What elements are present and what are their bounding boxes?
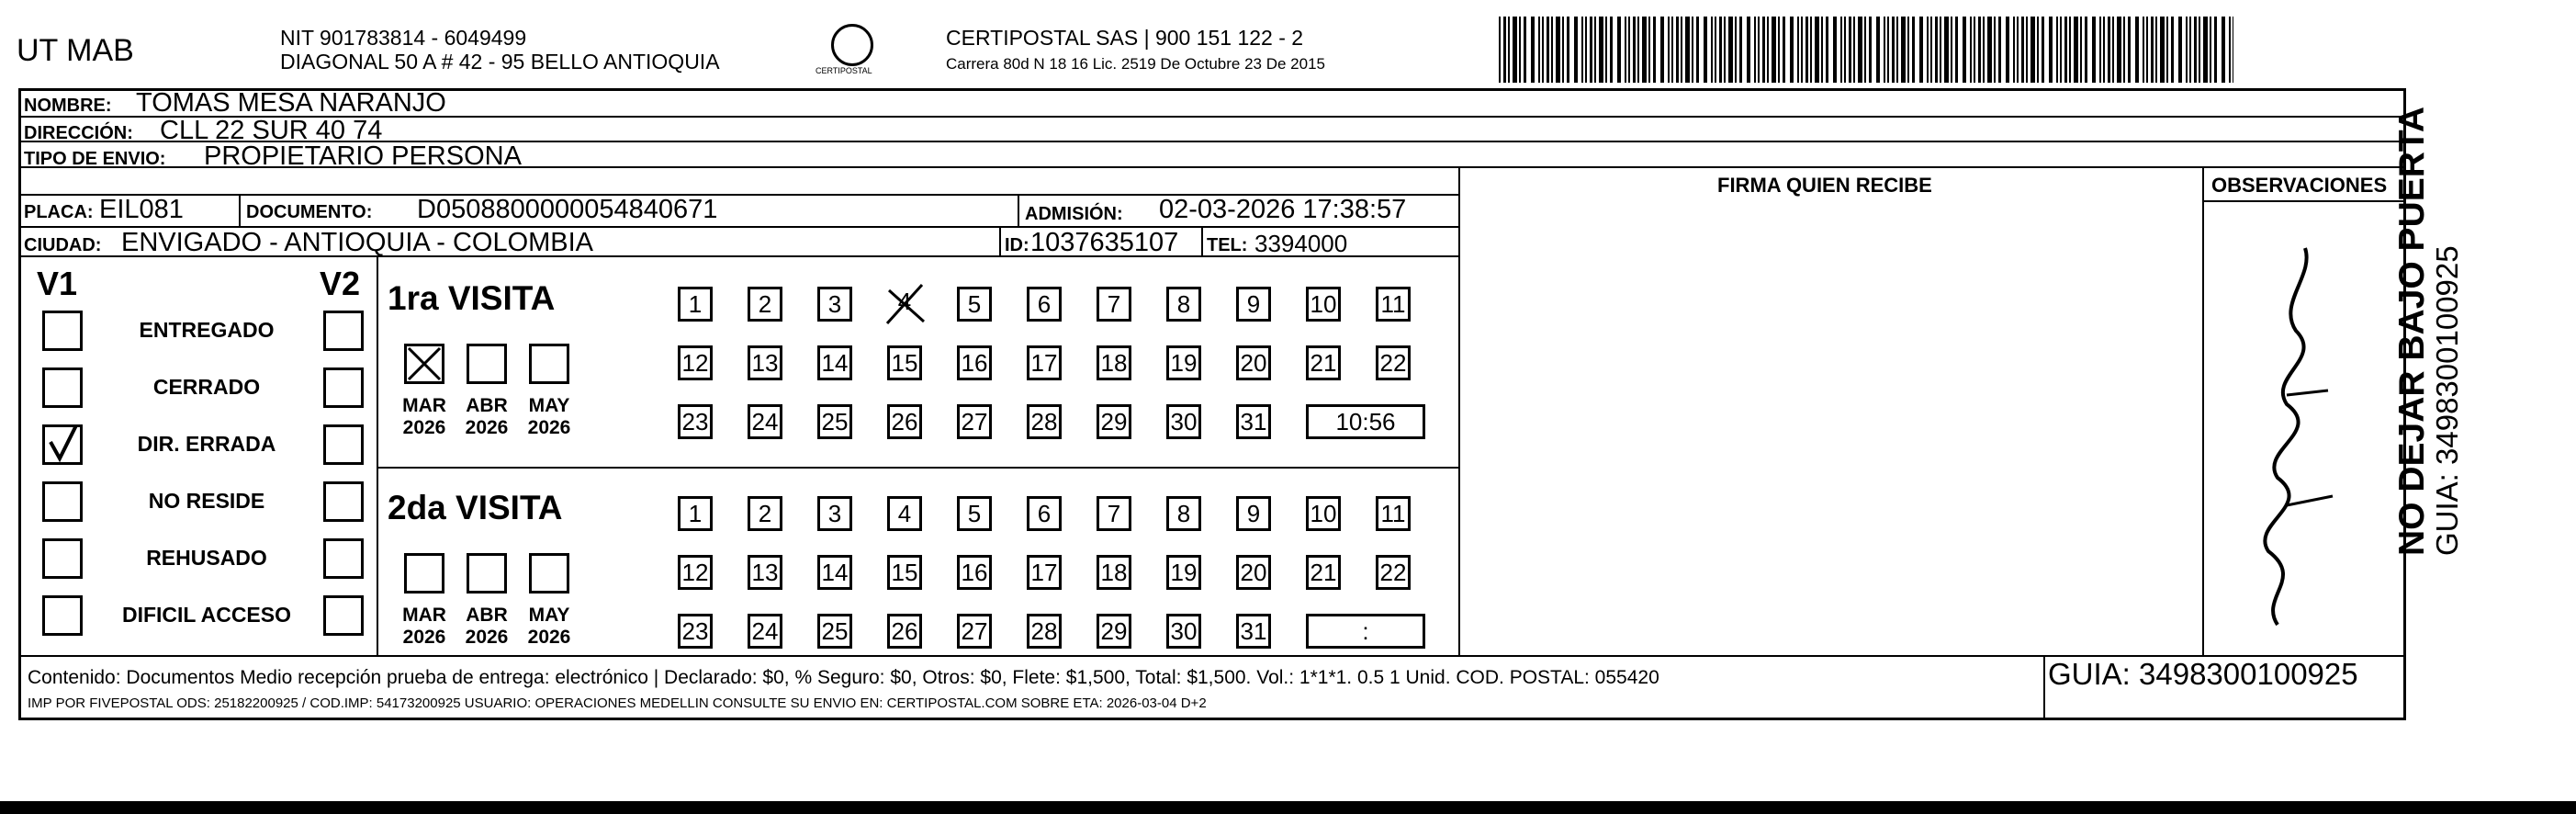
visit-title: 2da VISITA <box>388 489 563 526</box>
barcode-bar <box>2160 17 2165 83</box>
barcode-bar <box>1858 17 1862 83</box>
day-box[interactable]: 1 <box>678 496 713 531</box>
barcode-bar <box>2037 17 2039 83</box>
barcode-bar <box>1772 17 1776 83</box>
barcode-bar <box>2108 17 2110 83</box>
status-label: REHUSADO <box>146 546 267 570</box>
day-box[interactable]: 20 <box>1236 555 1271 590</box>
day-box[interactable]: 29 <box>1097 614 1131 649</box>
barcode-bar <box>1849 17 1851 83</box>
month-year <box>522 395 577 439</box>
day-box[interactable]: 3 <box>817 287 852 322</box>
barcode-bar <box>1907 17 1909 83</box>
barcode-bar <box>1935 17 1938 83</box>
day-box[interactable]: 4 <box>887 496 922 531</box>
barcode-bar <box>1801 17 1803 83</box>
barcode-bar <box>2085 17 2087 83</box>
day-box[interactable]: 16 <box>957 345 992 380</box>
barcode-bar <box>1767 17 1769 83</box>
tel-label: TEL: <box>1207 235 1248 255</box>
day-box[interactable]: 3 <box>817 496 852 531</box>
barcode-bar <box>1998 17 2001 83</box>
year-label: 2026 <box>465 417 509 438</box>
barcode-bar <box>1892 17 1895 83</box>
day-box[interactable]: 13 <box>748 345 782 380</box>
v2-header: V2 <box>320 265 361 302</box>
day-box[interactable]: 7 <box>1097 496 1131 531</box>
barcode-bar <box>1642 17 1647 83</box>
month-year <box>522 605 577 649</box>
barcode-bar <box>2146 17 2148 83</box>
address-value: CLL 22 SUR 40 74 <box>160 116 383 145</box>
barcode-bar <box>1790 17 1794 83</box>
barcode-bar <box>1994 17 1996 83</box>
day-box[interactable]: 22 <box>1376 345 1411 380</box>
month-checkbox[interactable] <box>467 344 507 384</box>
barcode-bar <box>1747 17 1750 83</box>
barcode-bar <box>1853 17 1855 83</box>
barcode-bar <box>1594 17 1596 83</box>
sender-info <box>280 26 720 73</box>
barcode-bar <box>1508 17 1510 83</box>
barcode-bar <box>1547 17 1549 83</box>
barcode-bar <box>1499 17 1501 83</box>
visit-divider <box>377 467 1458 469</box>
day-box[interactable]: 19 <box>1166 555 1201 590</box>
id-label: ID: <box>1005 235 1029 255</box>
month-year <box>459 395 514 439</box>
year-label: 2026 <box>527 627 571 648</box>
barcode-bar <box>1987 17 1992 83</box>
observations-header: OBSERVACIONES <box>2211 174 2388 197</box>
barcode-bar <box>1815 17 1819 83</box>
barcode-bar <box>1735 17 1737 83</box>
day-box[interactable]: 6 <box>1027 287 1062 322</box>
barcode-bar <box>1676 17 1679 83</box>
day-box[interactable]: 26 <box>887 404 922 439</box>
col-divider <box>239 194 241 226</box>
day-box[interactable]: 31 <box>1236 404 1271 439</box>
barcode-bar <box>2123 17 2125 83</box>
day-box[interactable]: 27 <box>957 614 992 649</box>
barcode-bar <box>1927 17 1929 83</box>
barcode-bar <box>1625 17 1626 83</box>
barcode-bar <box>1668 17 1670 83</box>
barcode-bar <box>1840 17 1842 83</box>
barcode-bar <box>2199 17 2200 83</box>
barcode-bar <box>1503 17 1506 83</box>
v1-header: V1 <box>37 265 78 302</box>
barcode-bar <box>1542 17 1544 83</box>
carrier-line: CERTIPOSTAL SAS | 900 151 122 - 2 <box>946 26 1304 50</box>
barcode-bar <box>1762 17 1765 83</box>
v2-checkbox[interactable] <box>323 595 364 636</box>
barcode-bar <box>1901 17 1906 83</box>
day-box[interactable]: 24 <box>748 404 782 439</box>
barcode-bar <box>2155 17 2157 83</box>
guia-number: GUIA: 3498300100925 <box>2048 657 2358 691</box>
day-box[interactable]: 15 <box>887 345 922 380</box>
barcode-bar <box>1590 17 1592 83</box>
barcode-bar <box>1692 17 1693 83</box>
barcode-bar <box>1826 17 1828 83</box>
barcode-bar <box>2099 17 2101 83</box>
day-box[interactable]: 21 <box>1306 345 1341 380</box>
v2-checkbox[interactable] <box>323 367 364 408</box>
barcode-bar <box>2229 17 2231 83</box>
barcode-bar <box>2222 17 2225 83</box>
barcode-bar <box>1617 17 1621 83</box>
barcode-bar <box>1930 17 1932 83</box>
year-label: 2026 <box>527 417 571 438</box>
content-declaration: Contenido: Documentos Medio recepción prueba de entrega: electrónico | Declarado: $0, % Seguro: $0, Otros: $0, Flete: $1,500, Total: $1,500. Vol.: 1*1*1. 0.5 1 Unid. COD. POSTAL: 055420 <box>28 667 1659 688</box>
month-checkbox[interactable] <box>467 553 507 594</box>
barcode-bar <box>2128 17 2131 83</box>
month-year <box>459 605 514 649</box>
month-label: MAR <box>402 605 446 626</box>
month-checkbox[interactable] <box>529 344 569 384</box>
admission-value: 02-03-2026 17:38:57 <box>1159 195 1407 224</box>
barcode-bar <box>1754 17 1756 83</box>
day-box[interactable]: 18 <box>1097 555 1131 590</box>
v2-checkbox[interactable] <box>323 538 364 579</box>
day-box[interactable]: 21 <box>1306 555 1341 590</box>
month-label: ABR <box>466 605 508 626</box>
day-box[interactable]: 29 <box>1097 404 1131 439</box>
barcode-bar <box>2194 17 2197 83</box>
month-label: MAR <box>402 395 446 416</box>
day-box[interactable]: 30 <box>1166 404 1201 439</box>
barcode-bar <box>1605 17 1607 83</box>
day-box[interactable]: 7 <box>1097 287 1131 322</box>
v1-checkbox[interactable] <box>42 538 83 579</box>
day-box[interactable]: 14 <box>817 555 852 590</box>
day-box[interactable]: 20 <box>1236 345 1271 380</box>
carrier-info <box>946 26 1325 76</box>
barcode-bar <box>1719 17 1722 83</box>
barcode-bar <box>2021 17 2024 83</box>
tel-value: 3394000 <box>1254 230 1348 257</box>
barcode-bar <box>2117 17 2121 83</box>
month-label: MAY <box>528 395 570 416</box>
barcode-bar <box>1724 17 1726 83</box>
barcode-bar <box>1739 17 1742 83</box>
barcode-bar <box>1610 17 1613 83</box>
barcode-bar <box>1653 17 1656 83</box>
day-box[interactable]: 9 <box>1236 496 1271 531</box>
day-box[interactable]: 14 <box>817 345 852 380</box>
x-mark-icon <box>407 346 442 381</box>
v1-checkbox[interactable] <box>42 424 83 465</box>
barcode-bar <box>1633 17 1636 83</box>
day-box[interactable]: 11 <box>1376 287 1411 322</box>
handwritten-signature <box>2222 230 2379 634</box>
barcode-bar <box>1940 17 1941 83</box>
day-box[interactable]: 27 <box>957 404 992 439</box>
barcode-bar <box>2049 17 2053 83</box>
barcode-bar <box>1728 17 1733 83</box>
barcode-bar <box>1637 17 1639 83</box>
barcode-bar <box>2080 17 2082 83</box>
status-column-divider <box>377 255 378 655</box>
day-box[interactable]: 12 <box>678 345 713 380</box>
day-box[interactable]: 10 <box>1306 287 1341 322</box>
day-number: 4 <box>897 288 912 315</box>
barcode-bar <box>1821 17 1823 83</box>
barcode-bar <box>1556 17 1560 83</box>
v1-checkbox[interactable] <box>42 595 83 636</box>
admission-label: ADMISIÓN: <box>1025 204 1123 224</box>
day-box[interactable]: 28 <box>1027 614 1062 649</box>
barcode-bar <box>1758 17 1760 83</box>
barcode-bar <box>1574 17 1578 83</box>
barcode-bar <box>2166 17 2168 83</box>
barcode-bar <box>2060 17 2062 83</box>
check-mark-icon <box>45 427 80 462</box>
barcode-bar <box>2064 17 2067 83</box>
barcode-bar <box>1685 17 1690 83</box>
no-dejar-bajo-puerta: NO DEJAR BAJO PUERTA <box>2392 106 2432 556</box>
barcode-bar <box>2171 17 2174 83</box>
day-box[interactable]: 5 <box>957 496 992 531</box>
barcode-bar <box>2042 17 2044 83</box>
address-label: DIRECCIÓN: <box>24 123 133 143</box>
barcode-bar <box>2135 17 2139 83</box>
day-box[interactable]: 23 <box>678 614 713 649</box>
barcode-bar <box>1919 17 1923 83</box>
side-guia-number: GUIA: 3498300100925 <box>2430 245 2464 556</box>
type-label: TIPO DE ENVIO: <box>24 149 166 169</box>
barcode-bar <box>1833 17 1837 83</box>
barcode-bar <box>1896 17 1898 83</box>
barcode-bar <box>1869 17 1872 83</box>
carrier-license: Carrera 80d N 18 16 Lic. 2519 De Octubre 23 De 2015 <box>946 55 1325 73</box>
day-box[interactable]: 28 <box>1027 404 1062 439</box>
barcode-bar <box>2186 17 2188 83</box>
plate-label: PLACA: <box>24 202 94 222</box>
barcode-bar <box>1524 17 1526 83</box>
day-box[interactable]: 17 <box>1027 345 1062 380</box>
bottom-bar <box>0 801 2576 814</box>
barcode-bar <box>1681 17 1682 83</box>
day-box[interactable]: 5 <box>957 287 992 322</box>
document-value: D0508800000054840671 <box>417 195 718 224</box>
barcode <box>1499 17 2233 83</box>
day-box[interactable]: 1 <box>678 287 713 322</box>
barcode-bar <box>1531 17 1535 83</box>
name-label: NOMBRE: <box>24 96 112 116</box>
day-box[interactable]: 2 <box>748 496 782 531</box>
day-box[interactable]: 25 <box>817 614 852 649</box>
barcode-bar <box>1810 17 1812 83</box>
day-box[interactable]: 31 <box>1236 614 1271 649</box>
barcode-bar <box>2056 17 2058 83</box>
time-box[interactable]: : <box>1306 614 1425 649</box>
barcode-bar <box>2006 17 2009 83</box>
barcode-bar <box>1983 17 1985 83</box>
day-box[interactable]: 11 <box>1376 496 1411 531</box>
sender-address: DIAGONAL 50 A # 42 - 95 BELLO ANTIOQUIA <box>280 50 720 73</box>
day-box[interactable]: 12 <box>678 555 713 590</box>
barcode-bar <box>1951 17 1952 83</box>
certipostal-logo <box>831 24 873 66</box>
barcode-bar <box>1628 17 1630 83</box>
day-box[interactable]: 9 <box>1236 287 1271 322</box>
city-value: ENVIGADO - ANTIOQUIA - COLOMBIA <box>121 228 594 257</box>
barcode-bar <box>1599 17 1603 83</box>
day-box[interactable]: 15 <box>887 555 922 590</box>
document-label: DOCUMENTO: <box>246 202 373 222</box>
barcode-bar <box>2026 17 2028 83</box>
barcode-bar <box>1970 17 1972 83</box>
barcode-bar <box>1844 17 1846 83</box>
signature-column-divider <box>1458 166 1460 655</box>
barcode-bar <box>1864 17 1866 83</box>
barcode-bar <box>2017 17 2019 83</box>
status-label: CERRADO <box>152 375 261 399</box>
day-box[interactable]: 26 <box>887 614 922 649</box>
barcode-bar <box>2092 17 2096 83</box>
barcode-bar <box>1696 17 1699 83</box>
v1-checkbox[interactable] <box>42 311 83 351</box>
barcode-bar <box>2112 17 2114 83</box>
day-box[interactable]: 22 <box>1376 555 1411 590</box>
barcode-bar <box>1912 17 1915 83</box>
barcode-bar <box>1955 17 1958 83</box>
col-divider <box>1201 226 1203 255</box>
barcode-bar <box>1585 17 1587 83</box>
month-checkbox[interactable] <box>404 553 444 594</box>
day-box[interactable]: 13 <box>748 555 782 590</box>
col-divider <box>999 226 1001 255</box>
day-box[interactable] <box>887 287 922 322</box>
observations-column-divider <box>2202 166 2204 655</box>
barcode-bar <box>1711 17 1713 83</box>
col-divider <box>1018 194 1019 226</box>
v2-checkbox[interactable] <box>323 424 364 465</box>
barcode-bar <box>1538 17 1540 83</box>
barcode-bar <box>1963 17 1966 83</box>
day-box[interactable]: 16 <box>957 555 992 590</box>
barcode-bar <box>1671 17 1673 83</box>
barcode-bar <box>1805 17 1808 83</box>
month-checkbox[interactable] <box>529 553 569 594</box>
barcode-bar <box>1876 17 1880 83</box>
day-box[interactable]: 6 <box>1027 496 1062 531</box>
barcode-bar <box>1884 17 1885 83</box>
day-box[interactable]: 18 <box>1097 345 1131 380</box>
plate-value: EIL081 <box>99 195 184 224</box>
v1-checkbox[interactable] <box>42 481 83 522</box>
barcode-bar <box>1567 17 1569 83</box>
month-year <box>397 395 452 439</box>
v1-checkbox[interactable] <box>42 367 83 408</box>
barcode-bar <box>2103 17 2105 83</box>
visit-title: 1ra VISITA <box>388 279 556 317</box>
month-checkbox[interactable] <box>404 344 444 384</box>
barcode-bar <box>1581 17 1583 83</box>
day-box[interactable]: 8 <box>1166 287 1201 322</box>
barcode-bar <box>1974 17 1975 83</box>
month-year <box>397 605 452 649</box>
barcode-bar <box>2030 17 2035 83</box>
year-label: 2026 <box>402 417 446 438</box>
city-label: CIUDAD: <box>24 235 102 255</box>
day-box[interactable]: 30 <box>1166 614 1201 649</box>
barcode-bar <box>2151 17 2154 83</box>
day-box[interactable]: 23 <box>678 404 713 439</box>
status-label: DIR. ERRADA <box>137 432 276 456</box>
signature-header: FIRMA QUIEN RECIBE <box>1717 174 1932 197</box>
status-label: DIFICIL ACCESO <box>121 603 291 627</box>
row-divider <box>2202 200 2406 202</box>
barcode-bar <box>1648 17 1650 83</box>
day-box[interactable]: 17 <box>1027 555 1062 590</box>
month-label: MAY <box>528 605 570 626</box>
day-box[interactable]: 10 <box>1306 496 1341 531</box>
status-label: ENTREGADO <box>139 318 275 342</box>
v2-checkbox[interactable] <box>323 311 364 351</box>
logo-caption: CERTIPOSTAL <box>816 66 872 75</box>
barcode-bar <box>2203 17 2208 83</box>
barcode-bar <box>1519 17 1521 83</box>
day-box[interactable]: 8 <box>1166 496 1201 531</box>
barcode-bar <box>2143 17 2144 83</box>
day-box[interactable]: 2 <box>748 287 782 322</box>
day-box[interactable]: 25 <box>817 404 852 439</box>
barcode-bar <box>1660 17 1664 83</box>
status-label: NO RESIDE <box>148 489 265 513</box>
barcode-bar <box>1562 17 1564 83</box>
day-box[interactable]: 24 <box>748 614 782 649</box>
barcode-bar <box>2214 17 2217 83</box>
footer-guia-divider <box>2043 655 2045 720</box>
name-value: TOMAS MESA NARANJO <box>136 88 446 118</box>
year-label: 2026 <box>402 627 446 648</box>
barcode-bar <box>1887 17 1889 83</box>
barcode-bar <box>2013 17 2015 83</box>
v2-checkbox[interactable] <box>323 481 364 522</box>
barcode-bar <box>1978 17 1981 83</box>
year-label: 2026 <box>465 627 509 648</box>
id-value: 1037635107 <box>1030 228 1179 257</box>
barcode-bar <box>2178 17 2182 83</box>
type-value: PROPIETARIO PERSONA <box>204 141 522 171</box>
barcode-bar <box>1797 17 1799 83</box>
barcode-bar <box>2210 17 2211 83</box>
month-label: ABR <box>466 395 508 416</box>
print-info: IMP POR FIVEPOSTAL ODS: 25182200925 / COD.IMP: 54173200925 USUARIO: OPERACIONES MEDELLIN CONSULTE SU ENVIO EN: CERTIPOSTAL.COM SOBRE ETA: 2026-03-04 D+2 <box>28 695 1207 711</box>
day-box[interactable]: 19 <box>1166 345 1201 380</box>
barcode-bar <box>1715 17 1716 83</box>
nit-line: NIT 901783814 - 6049499 <box>280 26 527 50</box>
barcode-bar <box>1704 17 1707 83</box>
barcode-bar <box>1513 17 1517 83</box>
barcode-bar <box>2189 17 2191 83</box>
barcode-bar <box>2069 17 2071 83</box>
barcode-bar <box>1944 17 1949 83</box>
barcode-bar <box>2074 17 2078 83</box>
time-box[interactable]: 10:56 <box>1306 404 1425 439</box>
company-name: UT MAB <box>17 33 134 68</box>
x-mark-icon <box>883 281 929 327</box>
barcode-bar <box>1778 17 1780 83</box>
barcode-bar <box>1783 17 1785 83</box>
barcode-bar <box>1551 17 1553 83</box>
